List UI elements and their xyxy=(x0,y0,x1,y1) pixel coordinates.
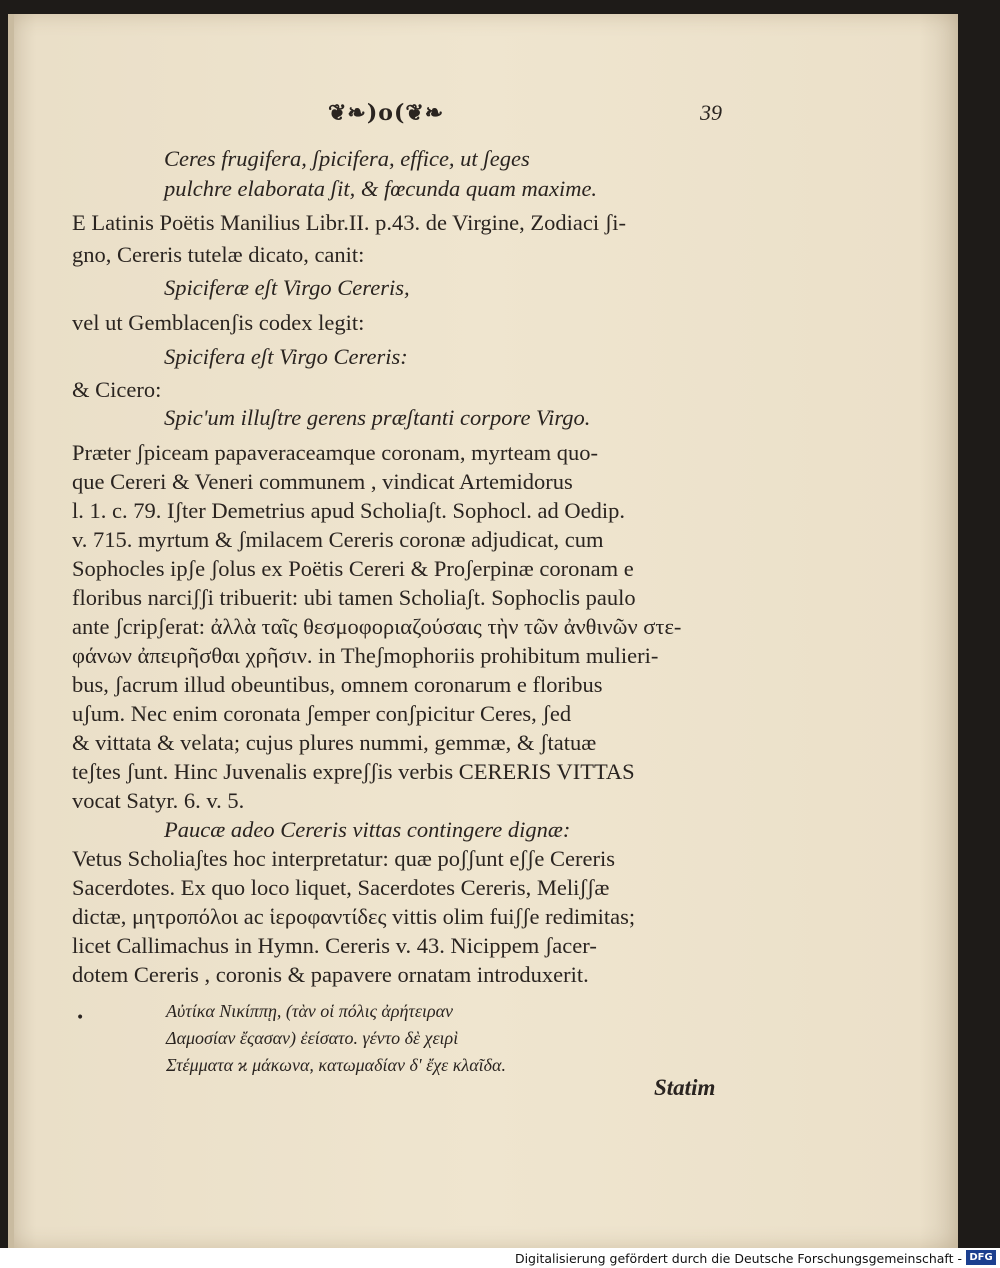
text-line: & vittata & velata; cujus plures nummi, gemmæ, & ʃtatuæ xyxy=(72,730,597,755)
page-number: 39 xyxy=(700,100,722,125)
text-line: vel ut Gemblacenʃis codex legit: xyxy=(72,310,365,335)
dfg-logo: DFG xyxy=(966,1250,996,1265)
text-line: Spic'um illuʃtre gerens præʃtanti corpore Virgo. xyxy=(164,405,591,430)
text-line: bus, ʃacrum illud obeuntibus, omnem coronarum e floribus xyxy=(72,672,603,697)
text-line: Ceres frugifera, ʃpicifera, effice, ut ʃeges xyxy=(164,146,530,171)
text-line: Vetus Scholiaʃtes hoc interpretatur: quæ poʃʃunt eʃʃe Cereris xyxy=(72,846,615,871)
text-line: uʃum. Nec enim coronata ʃemper conʃpicitur Ceres, ʃed xyxy=(72,701,572,726)
footer-credit: Digitalisierung gefördert durch die Deutsche Forschungsgemeinschaft - xyxy=(514,1251,962,1266)
text-line: floribus narciʃʃi tribuerit: ubi tamen Scholiaʃt. Sophoclis paulo xyxy=(72,585,636,610)
greek-verse-line: Δαμοσίαν ἔςασαν) ἐείσατο. γέντο δὲ χειρὶ xyxy=(166,1028,459,1048)
header-ornament: ❦❧)o(❦❧ xyxy=(328,100,445,126)
text-line: dictæ, μητροπόλοι ac ἱεροφαντίδες vittis olim fuiʃʃe redimitas; xyxy=(72,904,636,929)
margin-mark: • xyxy=(76,1010,85,1026)
text-line: licet Callimachus in Hymn. Cereris v. 43. Nicippem ʃacer- xyxy=(72,933,597,958)
text-line: & Cicero: xyxy=(72,377,162,402)
greek-verse-line: Στέμματα ϰ μάκωνα, κατωμαδίαν δ' ἔχε κλαῖδα. xyxy=(166,1055,506,1075)
text-line: Paucæ adeo Cereris vittas contingere dignæ: xyxy=(164,817,571,842)
text-line: gno, Cereris tutelæ dicato, canit: xyxy=(72,242,365,267)
text-line: pulchre elaborata ʃit, & fœcunda quam maxime. xyxy=(164,176,598,201)
text-line: Sacerdotes. Ex quo loco liquet, Sacerdotes Cereris, Meliʃʃæ xyxy=(72,875,610,900)
text-line: que Cereri & Veneri communem , vindicat Artemidorus xyxy=(72,469,573,494)
text-line: v. 715. myrtum & ʃmilacem Cereris coronæ adjudicat, cum xyxy=(72,527,604,552)
text-line: l. 1. c. 79. Iʃter Demetrius apud Scholiaʃt. Sophocl. ad Oedip. xyxy=(72,498,625,523)
text-line: ante ʃcripʃerat: ἀλλὰ ταῖς θεσμοφοριαζούσαις τὴν τῶν ἀνθινῶν στε- xyxy=(72,614,682,639)
text-line: E Latinis Poëtis Manilius Libr.II. p.43. de Virgine, Zodiaci ʃi- xyxy=(72,210,626,235)
page-gutter xyxy=(8,14,14,1248)
text-line: Spicifera eʃt Virgo Cereris: xyxy=(164,344,408,369)
text-line: Præter ʃpiceam papaveraceamque coronam, myrteam quo- xyxy=(72,440,599,465)
greek-verse-line: Αὐτίκα Νικίππῃ, (τὰν οἱ πόλις ἀρήτειραν xyxy=(166,1001,454,1021)
text-line: vocat Satyr. 6. v. 5. xyxy=(72,788,245,813)
catchword: Statim xyxy=(654,1075,716,1100)
text-line: teʃtes ʃunt. Hinc Juvenalis expreʃʃis verbis CERERIS VITTAS xyxy=(72,759,635,784)
text-line: Sophocles ipʃe ʃolus ex Poëtis Cereri & Proʃerpinæ coronam e xyxy=(72,556,634,581)
text-line: dotem Cereris , coronis & papavere ornatam introduxerit. xyxy=(72,962,589,987)
text-line: Spiciferæ eʃt Virgo Cereris, xyxy=(164,275,410,300)
text-line: φάνων ἀπειρῆσθαι χρῆσιν. in Theʃmophoriis prohibitum mulieri- xyxy=(72,643,659,668)
